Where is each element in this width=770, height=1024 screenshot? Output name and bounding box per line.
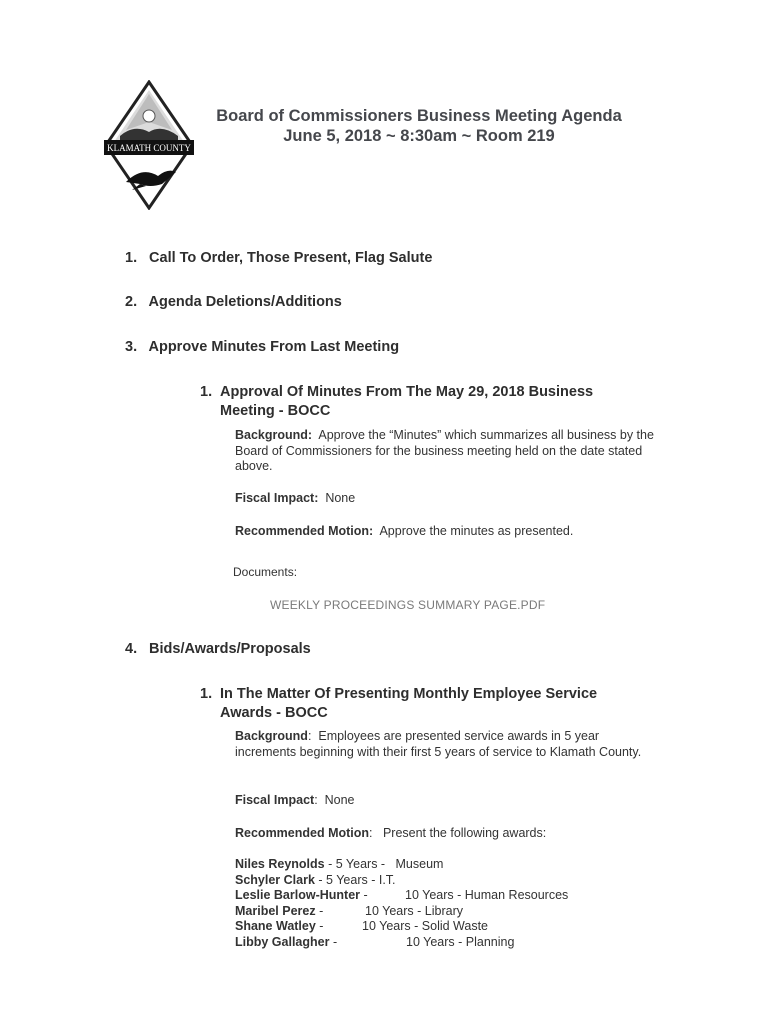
award-name: Shane Watley: [235, 919, 316, 933]
section-number: 4.: [125, 641, 138, 657]
fiscal-label: Fiscal Impact:: [235, 491, 319, 505]
award-name: Niles Reynolds: [235, 857, 325, 871]
award-dept: Museum: [395, 857, 444, 871]
item-title-line2: Meeting - BOCC: [220, 403, 331, 419]
motion-label: Recommended Motion:: [235, 524, 374, 538]
item-number: 1.: [200, 686, 213, 702]
fiscal-text: None: [325, 491, 356, 505]
background-paragraph: Background: Employees are presented service awards in 5 year increments beginning with their first 5 years of service to Klamath County.: [235, 729, 642, 759]
klamath-county-seal-icon: [102, 80, 196, 210]
motion-text: Approve the minutes as presented.: [379, 524, 574, 538]
award-name: Leslie Barlow-Hunter: [235, 888, 361, 902]
recommended-motion: [235, 524, 655, 540]
recommended-motion: Recommended Motion: Present the following awards:: [235, 826, 547, 840]
section-4: [125, 641, 311, 657]
motion-text: Present the following awards:: [382, 826, 547, 840]
background-label: Background:: [235, 428, 313, 442]
award-years: 5 Years -: [335, 857, 386, 871]
award-row: Libby Gallagher - 10 Years - Planning: [235, 935, 515, 949]
section-1: [125, 250, 432, 266]
award-name: Maribel Perez: [235, 904, 316, 918]
section-title: Bids/Awards/Proposals: [149, 641, 311, 657]
award-name: Schyler Clark: [235, 873, 315, 887]
award-dept: Planning: [465, 935, 515, 949]
fiscal-text: None: [324, 793, 355, 807]
motion-label: Recommended Motion: [235, 826, 370, 840]
award-years: 10 Years -: [365, 904, 422, 918]
award-dept: Solid Waste: [421, 919, 489, 933]
award-years: 10 Years -: [405, 888, 462, 902]
background-label: Background: [235, 729, 308, 743]
background-text: Approve the “Minutes” which summarizes all business by the Board of Commissioners for the business meeting held on the date stated above.: [235, 428, 654, 474]
section-title: Agenda Deletions/Additions: [148, 294, 342, 310]
award-dept: Human Resources: [464, 888, 569, 902]
agenda-item-minutes: [200, 383, 640, 421]
award-dept: I.T.: [378, 873, 396, 887]
award-dept: Library: [424, 904, 463, 918]
item-title-line1: In The Matter Of Presenting Monthly Employee Service: [220, 686, 598, 702]
section-number: 2.: [125, 294, 138, 310]
page-header: [200, 106, 638, 146]
page-subtitle: June 5, 2018 ~ 8:30am ~ Room 219: [283, 127, 555, 145]
background-text: Employees are presented service awards in 5 year increments beginning with their first 5 years of service to Klamath County.: [235, 729, 642, 759]
award-years: 10 Years -: [362, 919, 419, 933]
document-link[interactable]: WEEKLY PROCEEDINGS SUMMARY PAGE.PDF: [270, 598, 546, 612]
item-title-line1: Approval Of Minutes From The May 29, 2018 Business: [220, 384, 594, 400]
section-3: [125, 339, 399, 355]
award-row: Schyler Clark - 5 Years - I.T.: [235, 873, 396, 887]
page-title: Board of Commissioners Business Meeting Agenda: [216, 107, 622, 125]
section-number: 3.: [125, 339, 138, 355]
award-row: Leslie Barlow-Hunter - 10 Years - Human Resources: [235, 888, 569, 902]
section-2: [125, 294, 342, 310]
award-years: 5 Years -: [326, 873, 376, 887]
award-row: Shane Watley - 10 Years - Solid Waste: [235, 919, 489, 933]
fiscal-impact: [235, 491, 655, 507]
logo-text: KLAMATH COUNTY: [107, 143, 191, 153]
fiscal-label: Fiscal Impact: [235, 793, 315, 807]
item-title-line2: Awards - BOCC: [220, 705, 328, 721]
agenda-item-service-awards: [200, 685, 640, 723]
award-name: Libby Gallagher: [235, 935, 330, 949]
fiscal-impact: Fiscal Impact: None: [235, 793, 355, 807]
section-title: Call To Order, Those Present, Flag Salute: [149, 250, 433, 266]
award-years: 10 Years -: [406, 935, 463, 949]
background-paragraph: [235, 428, 655, 475]
section-number: 1.: [125, 250, 138, 266]
award-row: Niles Reynolds - 5 Years - Museum: [235, 857, 444, 871]
section-title: Approve Minutes From Last Meeting: [148, 339, 400, 355]
award-row: Maribel Perez - 10 Years - Library: [235, 904, 463, 918]
documents-label: Documents:: [233, 565, 298, 579]
item-number: 1.: [200, 384, 213, 400]
